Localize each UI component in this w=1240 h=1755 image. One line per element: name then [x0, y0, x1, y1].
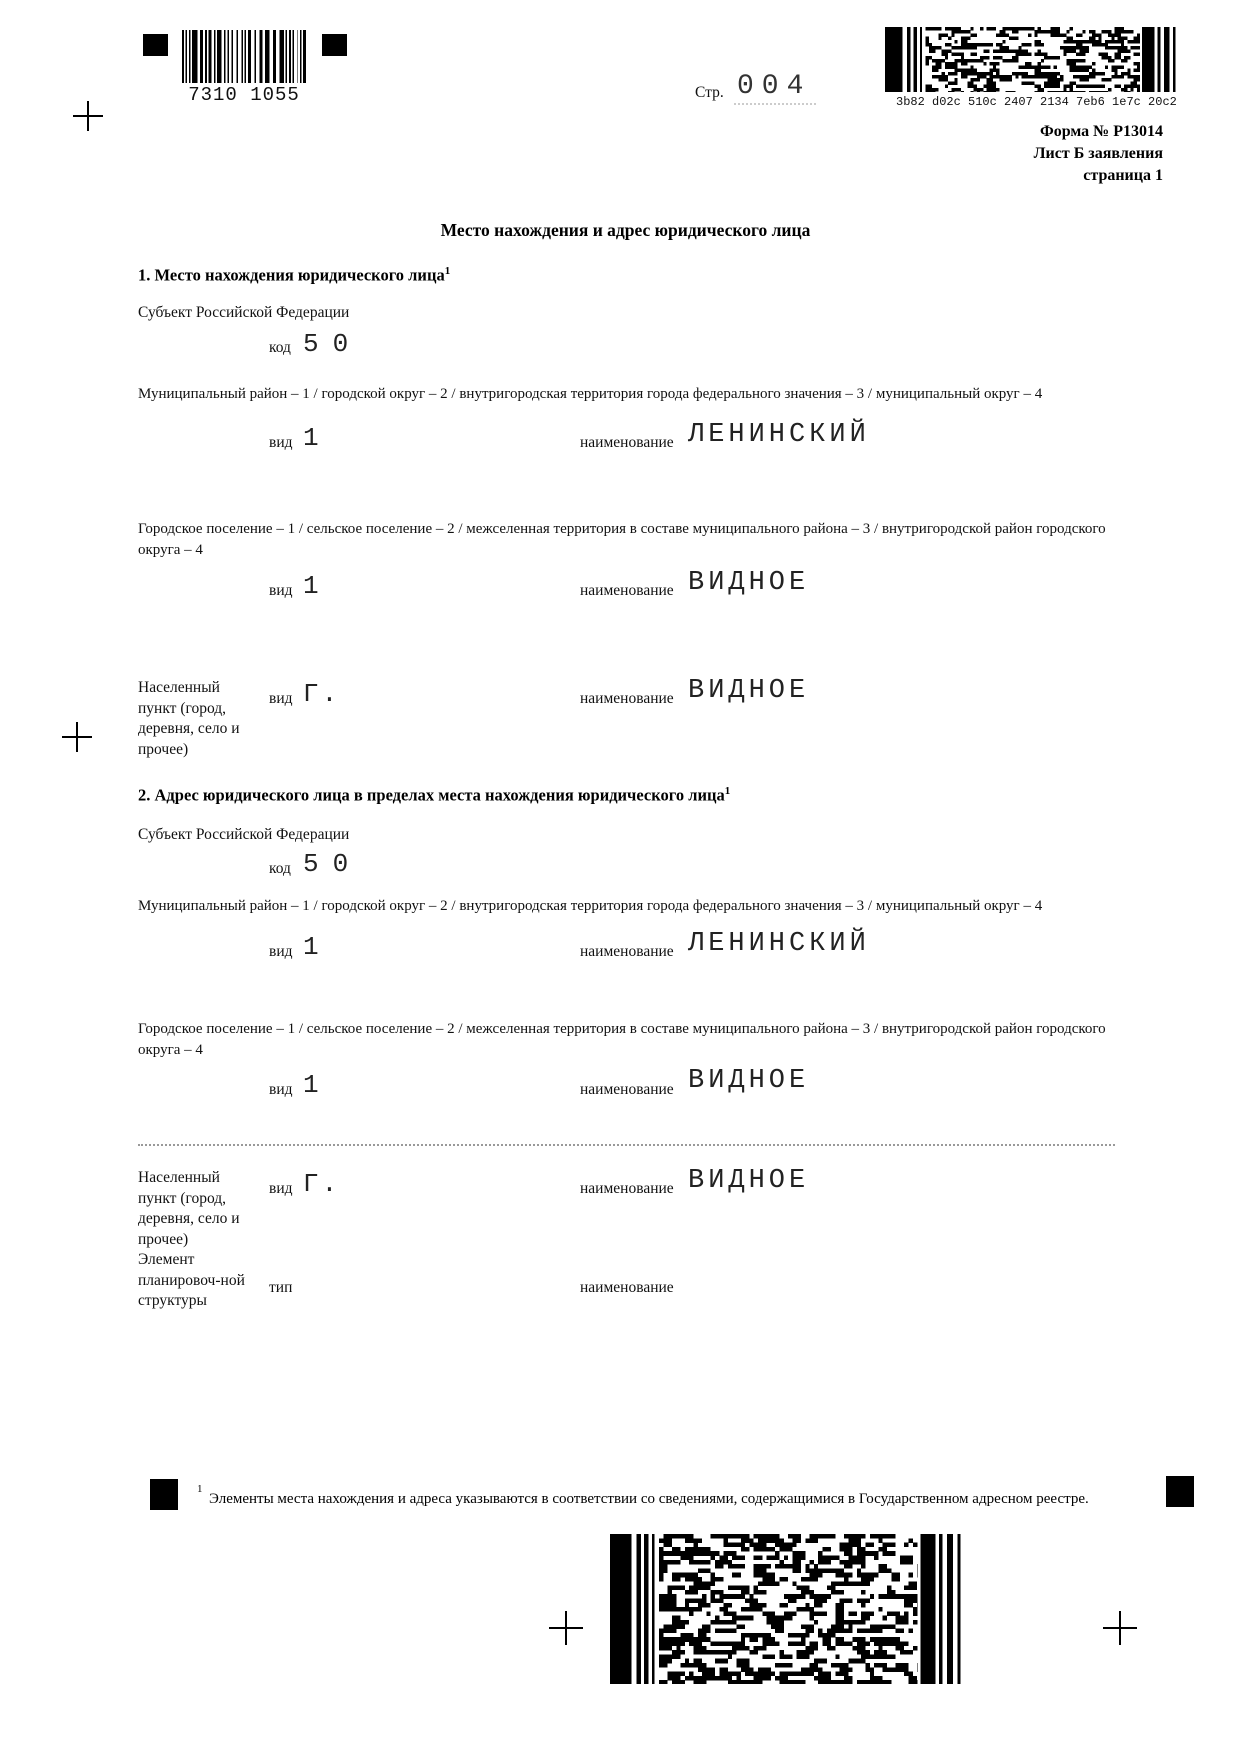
section2-footnote-ref: 1 [724, 785, 731, 797]
s1-municipal-name-label: наименование [580, 434, 674, 451]
s1-municipal-vid-label: вид [269, 434, 293, 451]
s2-settlement-name-value: ВИДНОЕ [688, 1066, 810, 1096]
s1-settlement-name-label: наименование [580, 582, 674, 599]
page-title: Место нахождения и адрес юридического лица [440, 220, 811, 240]
s2-planning-type-label: тип [269, 1279, 293, 1296]
s2-settlement-name-label: наименование [580, 1081, 674, 1098]
s2-settlement-vid-value: 1 [303, 1070, 322, 1100]
form-sheet-page: страница 1 [1083, 167, 1163, 184]
s2-municipal-name-value: ЛЕНИНСКИЙ [688, 929, 870, 959]
registration-plus-bottom-right [1103, 1611, 1137, 1645]
crop-square-footnote-right [1166, 1476, 1194, 1507]
s2-locality-name-label: наименование [580, 1180, 674, 1197]
s1-municipal-label: Муниципальный район – 1 / городской округ – 2 / внутригородская территория города федерального значения – 3 / муниципальный округ – 4 [138, 386, 1043, 402]
section2-heading-text: 2. Адрес юридического лица в пределах места нахождения юридического лица [138, 785, 725, 805]
form-number: Форма № Р13014 [1039, 123, 1163, 140]
s1-municipal-name-value: ЛЕНИНСКИЙ [688, 420, 870, 450]
footnote-text: Элементы места нахождения и адреса указываются в соответствии со сведениями, содержащимися в Государственном адресном реестре. [209, 1491, 1089, 1507]
s1-code-value: 50 [303, 329, 363, 359]
s2-planning-name-label: наименование [580, 1279, 674, 1296]
s1-locality-label: Населенный пункт (город, деревня, село и прочее) [138, 679, 240, 758]
s2-planning-label: Элемент планировоч-ной структуры [138, 1251, 245, 1309]
s1-municipal-vid-value: 1 [303, 423, 322, 453]
s1-settlement-vid-value: 1 [303, 571, 322, 601]
s2-municipal-label: Муниципальный район – 1 / городской округ – 2 / внутригородская территория города федерального значения – 3 / муниципальный округ – 4 [138, 898, 1043, 914]
s1-locality-vid-label: вид [269, 690, 293, 707]
form-sheet: Лист Б заявления [1033, 145, 1163, 162]
s1-code-label: код [269, 339, 291, 356]
s2-locality-name-value: ВИДНОЕ [688, 1166, 810, 1196]
page-number-value: 004 [737, 71, 812, 102]
barcode-2d-bottom [610, 1534, 966, 1684]
s2-locality-vid-label: вид [269, 1180, 293, 1197]
section2-heading [138, 785, 730, 806]
s2-code-value: 50 [303, 849, 363, 879]
s2-locality-label: Населенный пункт (город, деревня, село и прочее) [138, 1169, 240, 1248]
barcode-2d-top-right [885, 27, 1180, 92]
s2-code-label: код [269, 860, 291, 877]
s2-municipal-name-label: наименование [580, 943, 674, 960]
s1-settlement-name-value: ВИДНОЕ [688, 568, 810, 598]
s2-settlement-label: Городское поселение – 1 / сельское поселение – 2 / межселенная территория в составе муниципального района – 3 / внутригородской район городского округа – 4 [138, 1021, 1106, 1058]
section1-footnote-ref: 1 [444, 265, 451, 277]
s2-subject-label: Субъект Российской Федерации [138, 826, 350, 843]
registration-plus-middle-left [62, 722, 92, 752]
barcode-1d-caption: 7310 1055 [188, 84, 300, 106]
page-break-dotted-line [138, 1144, 1115, 1146]
s1-settlement-label: Городское поселение – 1 / сельское поселение – 2 / межселенная территория в составе муниципального района – 3 / внутригородской район городского округа – 4 [138, 521, 1106, 558]
s2-locality-vid-value: Г. [303, 1169, 341, 1199]
section1-heading-text: 1. Место нахождения юридического лица [138, 265, 445, 285]
s1-locality-name-value: ВИДНОЕ [688, 676, 810, 706]
s2-municipal-vid-label: вид [269, 943, 293, 960]
s1-subject-label: Субъект Российской Федерации [138, 304, 350, 321]
crop-square-footnote-left [150, 1479, 178, 1510]
page-number-label: Стр. [695, 84, 724, 101]
page-number-underline [734, 103, 816, 105]
barcode-2d-caption: 3b82 d02c 510c 2407 2134 7eb6 1e7c 20c2 [896, 95, 1177, 109]
s2-municipal-vid-value: 1 [303, 932, 322, 962]
footnote-ref: 1 [197, 1483, 203, 1495]
s1-locality-vid-value: Г. [303, 679, 341, 709]
s2-settlement-vid-label: вид [269, 1081, 293, 1098]
registration-plus-bottom-left [549, 1611, 583, 1645]
crop-square-top-left-2 [322, 34, 347, 56]
barcode-1d-top-left [182, 30, 306, 83]
s1-settlement-vid-label: вид [269, 582, 293, 599]
s1-locality-name-label: наименование [580, 690, 674, 707]
section1-heading [138, 265, 450, 286]
crop-square-top-left-1 [143, 34, 168, 56]
form-header [1034, 121, 1163, 187]
registration-plus-top-left [73, 101, 103, 131]
